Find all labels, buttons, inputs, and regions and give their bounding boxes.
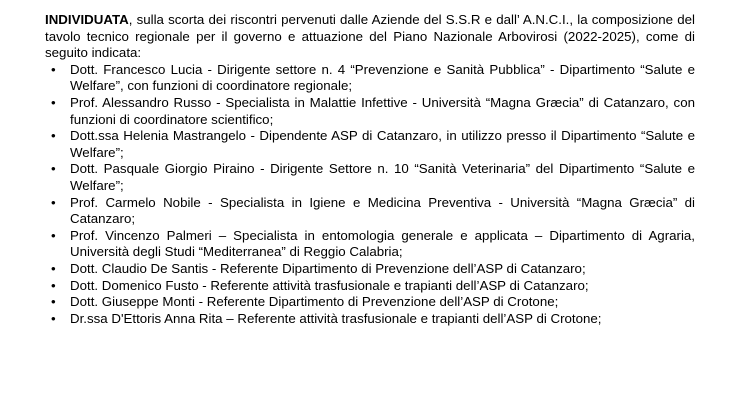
list-item bbox=[45, 278, 695, 295]
bullet-icon: • bbox=[51, 294, 56, 310]
bullet-icon: • bbox=[51, 277, 56, 293]
list-item bbox=[45, 228, 695, 261]
list-item bbox=[45, 261, 695, 278]
list-item bbox=[45, 95, 695, 128]
member-text: Prof. Vincenzo Palmeri – Specialista in entomologia generale e applicata – Dipartimento di Agraria, Università degli Studi “Mediterranea” di Reggio Calabria; bbox=[70, 227, 695, 260]
list-item bbox=[45, 294, 695, 311]
member-text: Dott. Giuseppe Monti - Referente Dipartimento di Prevenzione dell’ASP di Crotone; bbox=[70, 294, 559, 310]
intro-paragraph bbox=[45, 12, 695, 62]
member-text: Dott. Claudio De Santis - Referente Dipartimento di Prevenzione dell’ASP di Catanzaro; bbox=[70, 260, 586, 276]
member-text: Prof. Alessandro Russo - Specialista in Malattie Infettive - Università “Magna Græcia” di Catanzaro, con funzioni di coordinatore scientifico; bbox=[70, 94, 695, 127]
member-text: Prof. Carmelo Nobile - Specialista in Igiene e Medicina Preventiva - Università “Magna Græcia” di Catanzaro; bbox=[70, 194, 695, 227]
member-text: Dott. Domenico Fusto - Referente attività trasfusionale e trapianti dell’ASP di Catanzaro; bbox=[70, 277, 589, 293]
list-item bbox=[45, 161, 695, 194]
list-item bbox=[45, 128, 695, 161]
bullet-icon: • bbox=[51, 194, 56, 210]
document-page bbox=[45, 12, 695, 327]
bullet-icon: • bbox=[51, 94, 56, 110]
list-item bbox=[45, 311, 695, 328]
member-text: Dott. Francesco Lucia - Dirigente settore n. 4 “Prevenzione e Sanità Pubblica” - Dipartimento “Salute e Welfare”, con funzioni di coordinatore regionale; bbox=[70, 61, 695, 94]
bullet-icon: • bbox=[51, 227, 56, 243]
bullet-icon: • bbox=[51, 310, 56, 326]
list-item bbox=[45, 62, 695, 95]
intro-bold-keyword: INDIVIDUATA bbox=[45, 12, 129, 27]
bullet-icon: • bbox=[51, 128, 56, 144]
intro-text: , sulla scorta dei riscontri pervenuti dalle Aziende del S.S.R e dall’ A.N.C.I., la composizione del tavolo tecnico regionale per il governo e attuazione del Piano Nazionale Arbovirosi (2022-2025), come di seguito indicata: bbox=[45, 12, 695, 61]
member-text: Dr.ssa D'Ettoris Anna Rita – Referente attività trasfusionale e trapianti dell’ASP di Crotone; bbox=[70, 310, 602, 326]
members-list bbox=[45, 62, 695, 328]
member-text: Dott. Pasquale Giorgio Piraino - Dirigente Settore n. 10 “Sanità Veterinaria” del Dipartimento “Salute e Welfare”; bbox=[70, 161, 695, 193]
member-text: Dott.ssa Helenia Mastrangelo - Dipendente ASP di Catanzaro, in utilizzo presso il Dipartimento “Salute e Welfare”; bbox=[70, 128, 695, 160]
list-item bbox=[45, 195, 695, 228]
bullet-icon: • bbox=[51, 161, 56, 177]
bullet-icon: • bbox=[51, 260, 56, 276]
bullet-icon: • bbox=[51, 61, 56, 77]
